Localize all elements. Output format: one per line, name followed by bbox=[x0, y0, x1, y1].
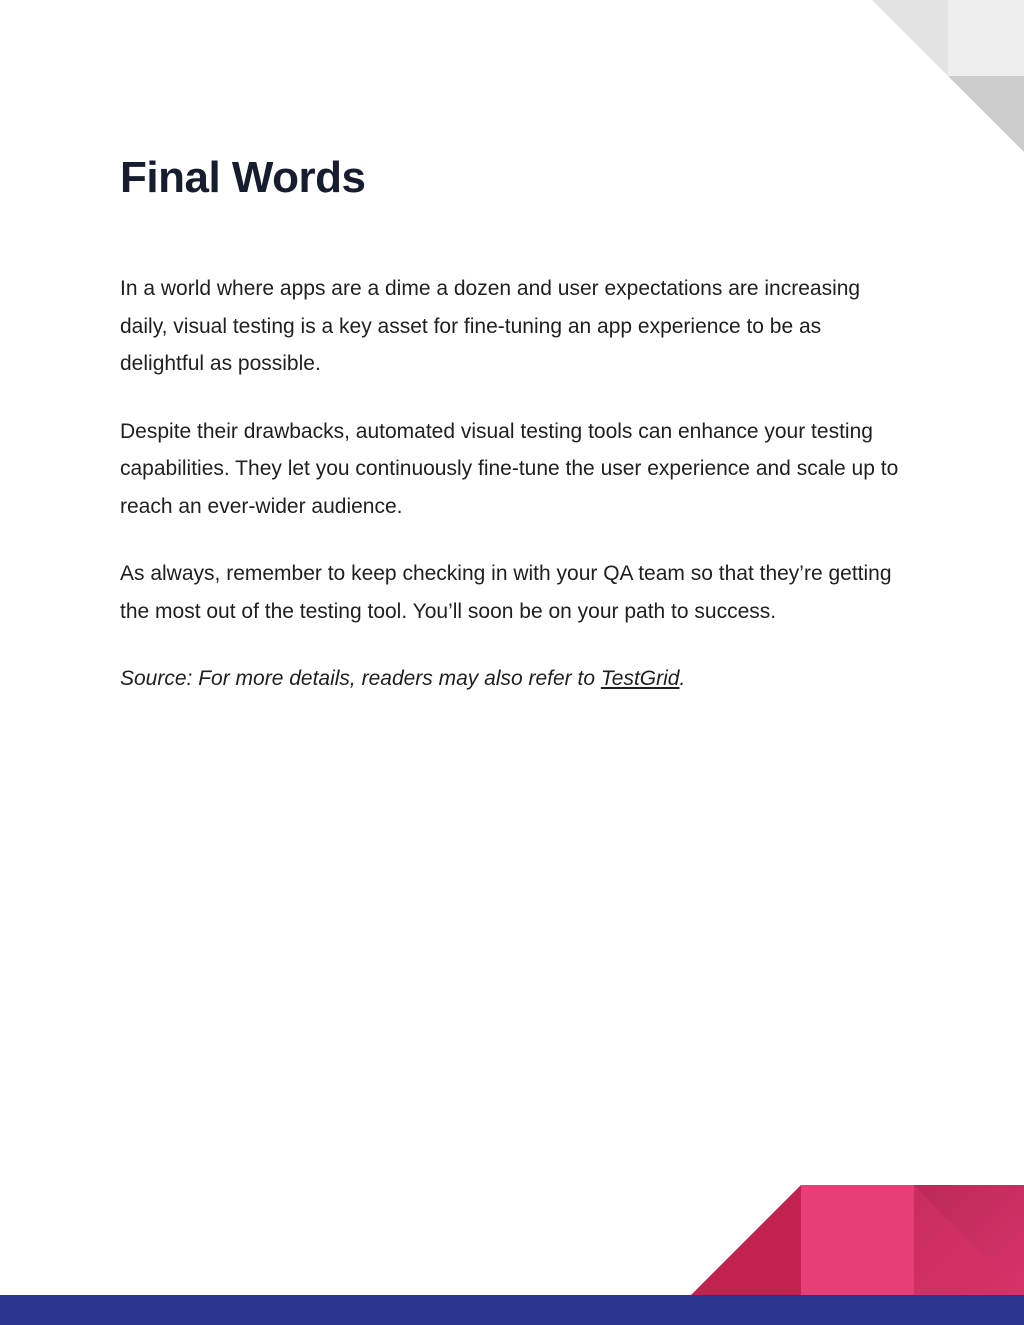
source-suffix: . bbox=[679, 667, 686, 690]
top-right-corner-decoration bbox=[872, 0, 1024, 152]
paragraph-3: As always, remember to keep checking in with your QA team so that they’re getting the most out of the testing tool. You’ll soon be on your path to success. bbox=[120, 562, 892, 623]
source-prefix: Source: For more details, readers may also refer to bbox=[120, 667, 601, 690]
testgrid-link[interactable]: TestGrid bbox=[600, 667, 680, 690]
page-title: Final Words bbox=[120, 153, 366, 202]
footer-bar bbox=[0, 1295, 1024, 1325]
corner-pale-gray-square bbox=[948, 0, 1024, 76]
crimson-triangle bbox=[691, 1185, 801, 1295]
pink-block bbox=[801, 1185, 914, 1295]
body-text bbox=[120, 270, 910, 728]
bottom-right-corner-decoration bbox=[691, 1185, 1024, 1295]
paragraph-2: Despite their drawbacks, automated visual testing tools can enhance your testing capabilities. They let you continuously fine-tune the user experience and scale up to reach an ever-wider audience. bbox=[120, 419, 899, 518]
corner-mid-gray-triangle bbox=[948, 76, 1024, 152]
paragraph-1: In a world where apps are a dime a dozen and user expectations are increasing daily, visual testing is a key asset for fine-tuning an app experience to be as delightful as possible. bbox=[120, 277, 861, 375]
source-note bbox=[120, 660, 910, 698]
